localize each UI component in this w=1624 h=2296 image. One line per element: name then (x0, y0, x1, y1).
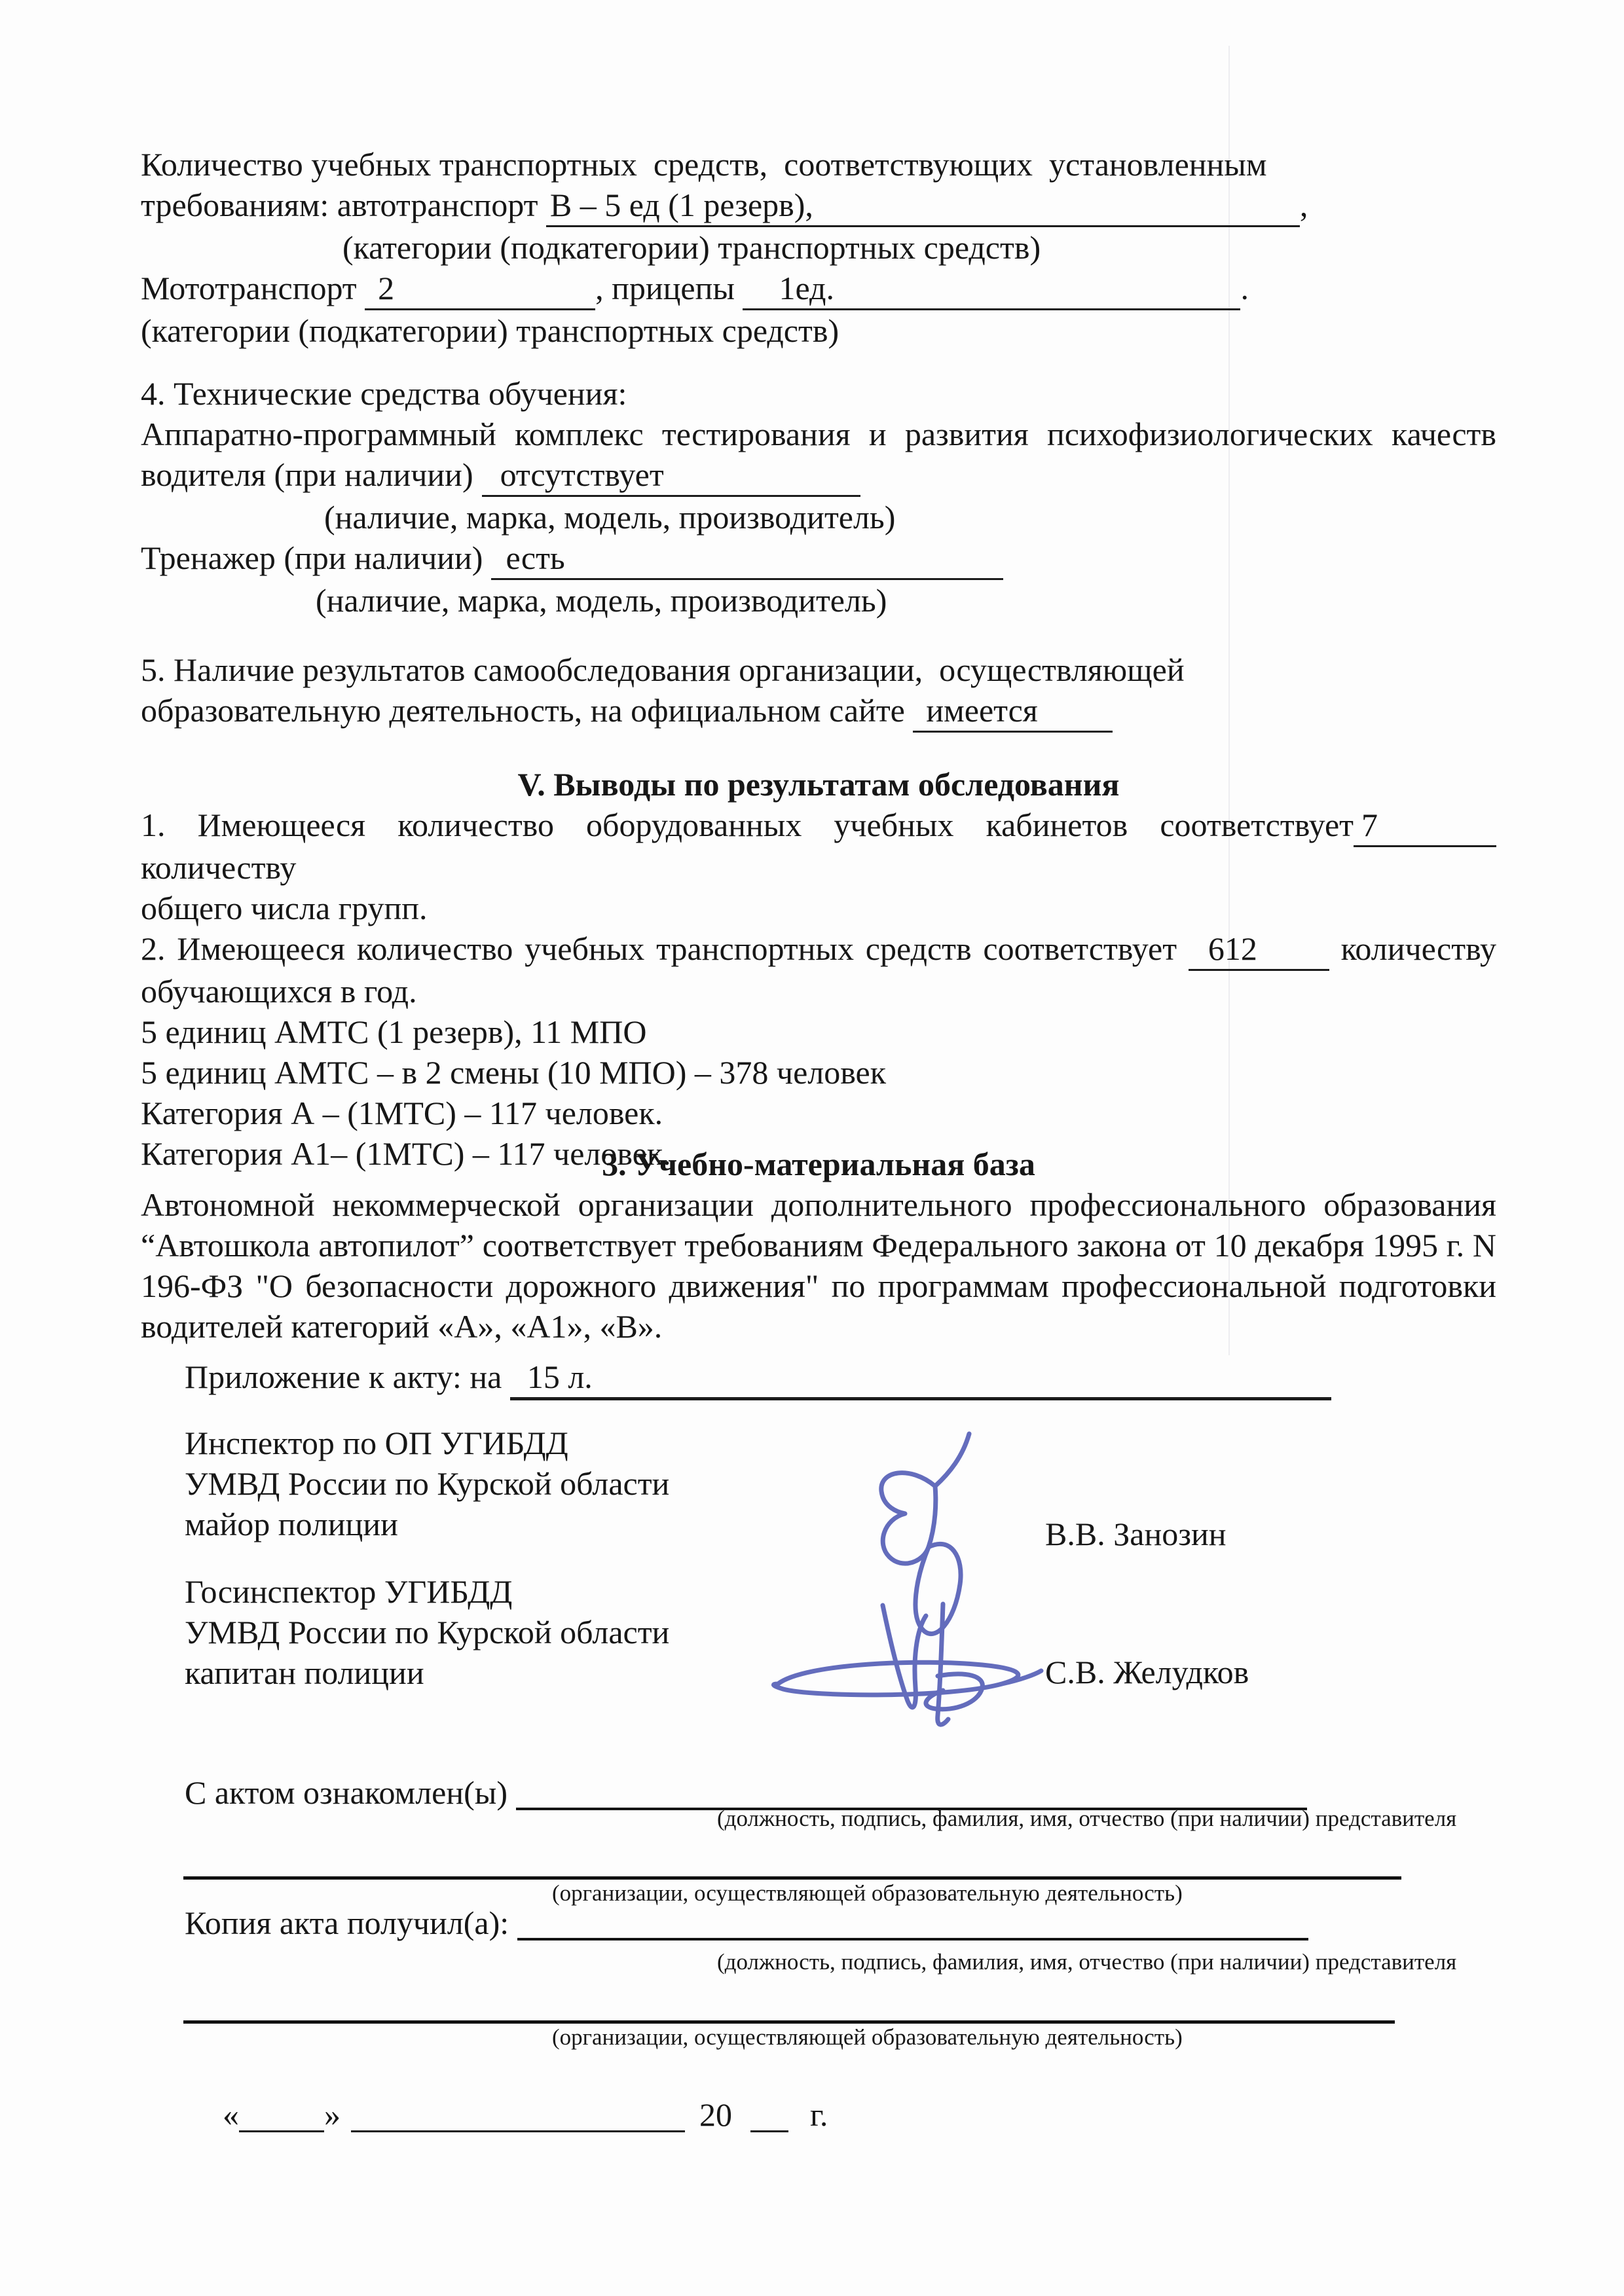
org-blank-line (183, 1981, 1395, 2024)
copy-label: Копия акта получил(а): (185, 1904, 517, 1941)
trailing-comma: , (1299, 187, 1308, 223)
text-line (141, 538, 1496, 580)
cabinets-value: 7 (1361, 807, 1378, 843)
text-line (141, 928, 1496, 971)
inspector-post-line3: майор полиции (185, 1506, 398, 1542)
post-line (185, 1571, 669, 1612)
post-line (185, 1652, 669, 1693)
tech-line1-text: Аппаратно-программный комплекс тестирования и развития психофизиологических качеств (141, 416, 1496, 452)
auto-transport-value: В – 5 ед (1 резерв), (549, 187, 813, 223)
vehicle-count-line1: Количество учебных транспортных средств, соответствующих установленным (141, 146, 1267, 183)
text-line (141, 454, 1496, 497)
moto-transport-filled-field (365, 268, 595, 310)
text-line (141, 1093, 1496, 1133)
gosinspector-post-line2: УМВД России по Курской области (185, 1614, 670, 1650)
date-month-blank (351, 2098, 685, 2132)
item2-continuation: обучающихся в год. (141, 973, 417, 1010)
caption-line (141, 580, 1496, 621)
inspector-post-line2: УМВД России по Курской области (185, 1465, 670, 1502)
site-value: имеется (926, 692, 1038, 729)
category-caption: (категории (подкатегории) транспортных средств) (141, 312, 840, 349)
section-self-examination (141, 649, 1496, 733)
post-line (185, 1463, 669, 1504)
amts-line2: 5 единиц АМТС – в 2 смены (10 МПО) – 378 человек (141, 1054, 887, 1091)
zheludkov-name-text: С.В. Желудков (1045, 1654, 1249, 1690)
section-heading (141, 373, 1496, 414)
text-line (141, 1266, 1496, 1306)
text-line (141, 971, 1496, 1011)
org-caption-text: (организации, осуществляющей образовательную деятельность) (552, 2024, 1183, 2050)
moto-transport-value: 2 (378, 270, 395, 306)
text-line (141, 690, 1496, 733)
appendix-label: Приложение к акту: на (185, 1358, 510, 1395)
trailers-label: , прицепы (595, 270, 743, 306)
item1-label: 1. Имеющееся количество оборудованных учебных кабинетов соответствует (141, 807, 1354, 843)
category-a-line: Категория А – (1МТС) – 117 человек. (141, 1095, 663, 1131)
simulator-value: есть (506, 539, 565, 576)
text-line (141, 805, 1496, 888)
ack-label: С актом ознакомлен(ы) (185, 1774, 516, 1811)
complex-value: отсутствует (500, 456, 664, 493)
text-line (141, 185, 1496, 227)
rep-caption (717, 1949, 1456, 1975)
caption-line (141, 227, 1496, 268)
base-line2: “Автошкола автопилот” соответствует требованиям Федерального закона от 10 декабря 1995 г. N (141, 1227, 1496, 1264)
copy-blank-field (517, 1905, 1308, 1941)
text-line (141, 1225, 1496, 1266)
gosinspector-post-line3: капитан полиции (185, 1654, 424, 1691)
cabinets-filled-field (1354, 805, 1496, 847)
date-year-blank (750, 2098, 788, 2132)
ack-blank-field (516, 1775, 1307, 1810)
text-line (141, 888, 1496, 928)
item1-tail: количеству (141, 849, 297, 886)
base-line3: 196-ФЗ "О безопасности дорожного движения" по программам профессиональной подготовки (141, 1267, 1496, 1304)
year-prefix: 20 (699, 2096, 732, 2133)
vehicle-count-line2-label: требованиям: автотранспорт (141, 187, 546, 223)
text-line (141, 649, 1496, 690)
section-training-base (141, 1144, 1496, 1347)
signature-zheludkov-ellipse (773, 1662, 1041, 1695)
org-caption (552, 2024, 1183, 2050)
availability-caption: (наличие, марка, модель, производитель) (324, 499, 896, 536)
post-line (185, 1612, 669, 1652)
close-quote: » (324, 2096, 341, 2133)
complex-filled-field (482, 454, 860, 497)
simulator-label: Тренажер (при наличии) (141, 539, 483, 576)
selfexam-line1-text: 5. Наличие результатов самообследования организации, осуществляющей (141, 651, 1185, 688)
date-line (190, 2054, 828, 2176)
section-vehicle-count (141, 144, 1496, 351)
text-line (141, 268, 1496, 310)
base-heading (141, 1144, 1496, 1184)
org-blank-line (183, 1837, 1401, 1880)
caption-line (141, 497, 1496, 538)
conclusions-heading (141, 764, 1496, 805)
date-day-blank (239, 2098, 324, 2132)
signature-zanozin-stroke (881, 1434, 969, 1563)
appendix-value: 15 л. (526, 1358, 593, 1395)
moto-transport-label: Мототранспорт (141, 270, 365, 306)
text-line (141, 414, 1496, 454)
tech-heading-text: 4. Технические средства обучения: (141, 375, 627, 412)
section-technical-aids (141, 373, 1496, 621)
text-line (141, 1011, 1496, 1052)
driver-complex-label: водителя (при наличии) (141, 456, 473, 493)
base-line4: водителей категорий «А», «А1», «В». (141, 1308, 663, 1345)
item2-label: 2. Имеющееся количество учебных транспортных средств соответствует (141, 930, 1189, 967)
text-line (141, 1052, 1496, 1093)
copy-received-line (185, 1903, 1308, 1943)
site-filled-field (913, 690, 1113, 733)
org-caption-text: (организации, осуществляющей образовательную деятельность) (552, 1880, 1183, 1906)
rep-caption (717, 1806, 1456, 1832)
amts-line1: 5 единиц АМТС (1 резерв), 11 МПО (141, 1013, 647, 1050)
students-value: 612 (1208, 930, 1257, 967)
text-line (141, 1306, 1496, 1347)
official-site-label: образовательную деятельность, на официальном сайте (141, 692, 913, 729)
category-caption: (категории (подкатегории) транспортных средств) (342, 229, 1041, 266)
signatory-block-gosinspector (185, 1571, 669, 1693)
post-line (185, 1504, 669, 1544)
text-line (141, 1184, 1496, 1225)
signatory-block-inspector (185, 1423, 669, 1544)
handwritten-signatures (707, 1388, 1087, 1768)
base-heading-text: 3. Учебно-материальная база (602, 1146, 1035, 1182)
category-a1-line: Категория А1– (1МТС) – 117 человек. (141, 1135, 671, 1172)
auto-transport-filled-field (546, 185, 1300, 227)
base-line1: Автономной некоммерческой организации дополнительного профессионального образования (141, 1186, 1496, 1223)
caption-line (141, 310, 1496, 351)
availability-caption: (наличие, марка, модель, производитель) (316, 582, 887, 619)
text-line (141, 144, 1496, 185)
section-conclusions (141, 764, 1496, 1174)
item1-continuation: общего числа групп. (141, 890, 428, 926)
zanozin-name-text: В.В. Занозин (1045, 1516, 1227, 1552)
post-line (185, 1423, 669, 1463)
simulator-filled-field (491, 538, 1003, 580)
conclusions-heading-text: V. Выводы по результатам обследования (517, 766, 1120, 803)
gosinspector-post-line1: Госинспектор УГИБДД (185, 1573, 513, 1610)
year-suffix: г. (810, 2096, 828, 2133)
trailers-value: 1ед. (779, 270, 834, 306)
rep-caption-text: (должность, подпись, фамилия, имя, отчество (при наличии) представителя (717, 1806, 1457, 1831)
open-quote: « (223, 2096, 239, 2133)
trailers-filled-field (743, 268, 1240, 310)
students-filled-field (1189, 928, 1329, 971)
trailing-period: . (1240, 270, 1249, 306)
inspector-post-line1: Инспектор по ОП УГИБДД (185, 1425, 568, 1461)
rep-caption-text: (должность, подпись, фамилия, имя, отчество (при наличии) представителя (717, 1949, 1457, 1975)
item2-tail: количеству (1329, 930, 1496, 967)
